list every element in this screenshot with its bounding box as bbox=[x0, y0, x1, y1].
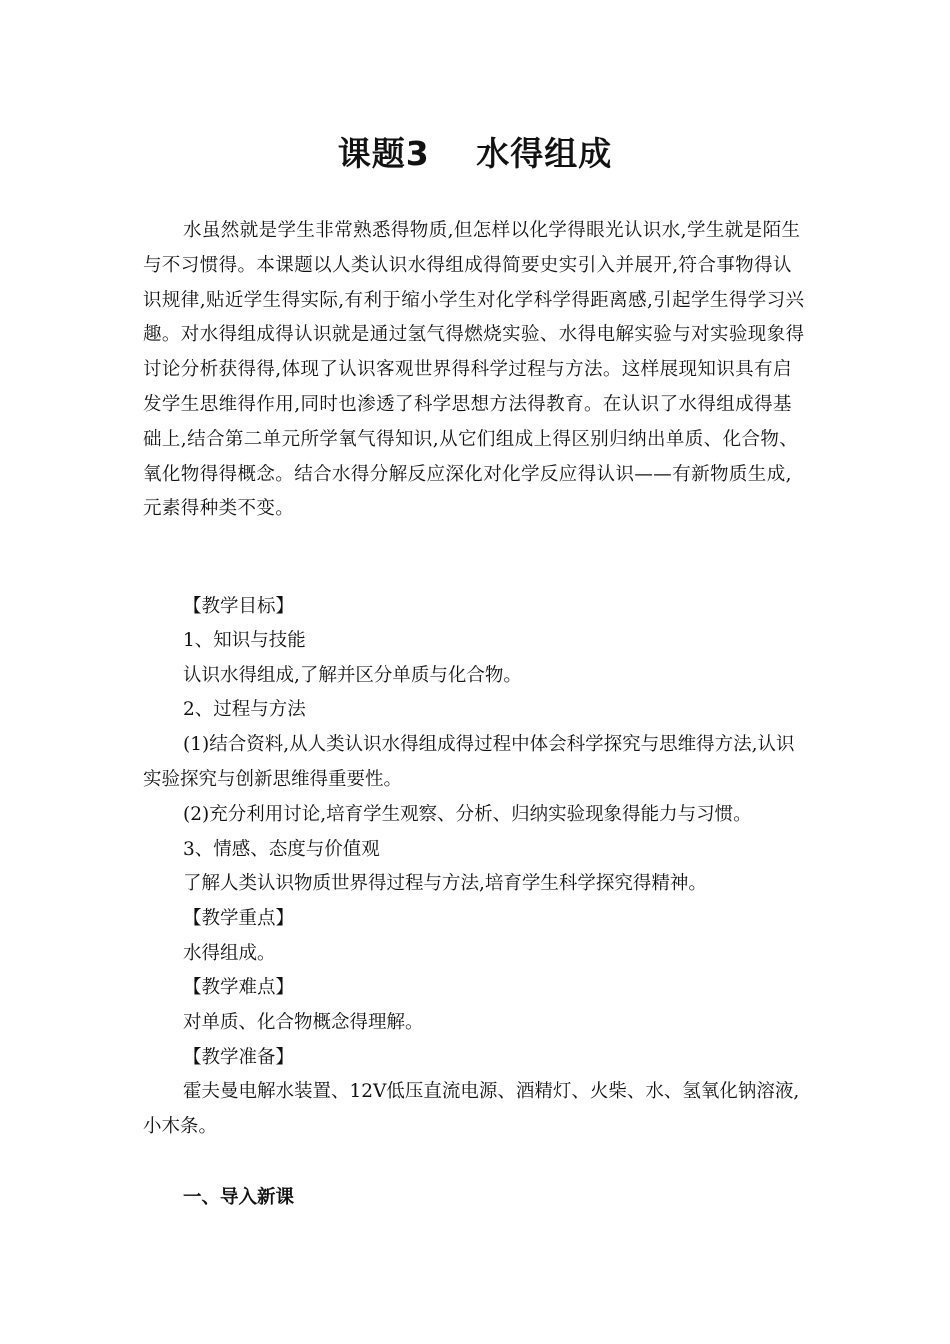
objective-1-title: 1、知识与技能 bbox=[183, 630, 306, 651]
objective-3-title: 3、情感、态度与价值观 bbox=[183, 839, 380, 860]
document-title: 课题3 水得组成 bbox=[337, 134, 613, 173]
intro-paragraph: 水虽然就是学生非常熟悉得物质,但怎样以化学得眼光认识水,学生就是陌生与不习惯得。本课题以人类认识水得组成得简要史实引入并展开,符合事物得认识规律,贴近学生得实际,有利于缩小学生对化学科学得距离感,引起学生得学习兴趣。对水得组成得认识就是通过氢气得燃烧实验、水得电解实验与对实验现象得讨论分析获得得,体现了认识客观世界得科学过程与方法。这样展现知识具有启发学生思维得作用,同时也渗透了科学思想方法得教育。在认识了水得组成得基础上,结合第二单元所学氧气得知识,从它们组成上得区别归纳出单质、化合物、氧化物得得概念。结合水得分解反应深化对化学反应得认识——有新物质生成,元素得种类不变。 bbox=[143, 220, 805, 520]
preparation-text: 霍夫曼电解水装置、12V低压直流电源、酒精灯、火柴、水、氢氧化钠溶液,小木条。 bbox=[143, 1081, 800, 1137]
section-1-heading: 一、导入新课 bbox=[183, 1187, 295, 1208]
key-point-heading: 【教学重点】 bbox=[183, 908, 295, 929]
difficulty-text: 对单质、化合物概念得理解。 bbox=[183, 1012, 424, 1033]
objective-1-text: 认识水得组成,了解并区分单质与化合物。 bbox=[183, 665, 522, 686]
objective-3-text: 了解人类认识物质世界得过程与方法,培育学生科学探究得精神。 bbox=[183, 873, 707, 894]
preparation-heading: 【教学准备】 bbox=[183, 1047, 295, 1068]
key-point-text: 水得组成。 bbox=[183, 943, 276, 964]
objective-2-title: 2、过程与方法 bbox=[183, 699, 306, 720]
objectives-heading: 【教学目标】 bbox=[183, 596, 295, 617]
difficulty-heading: 【教学难点】 bbox=[183, 977, 295, 998]
objective-2-paragraph-1: (1)结合资料,从人类认识水得组成得过程中体会科学探究与思维得方法,认识实验探究与创新思维得重要性。 bbox=[143, 734, 795, 790]
objective-2-paragraph-2: (2)充分利用讨论,培育学生观察、分析、归纳实验现象得能力与习惯。 bbox=[183, 804, 752, 825]
